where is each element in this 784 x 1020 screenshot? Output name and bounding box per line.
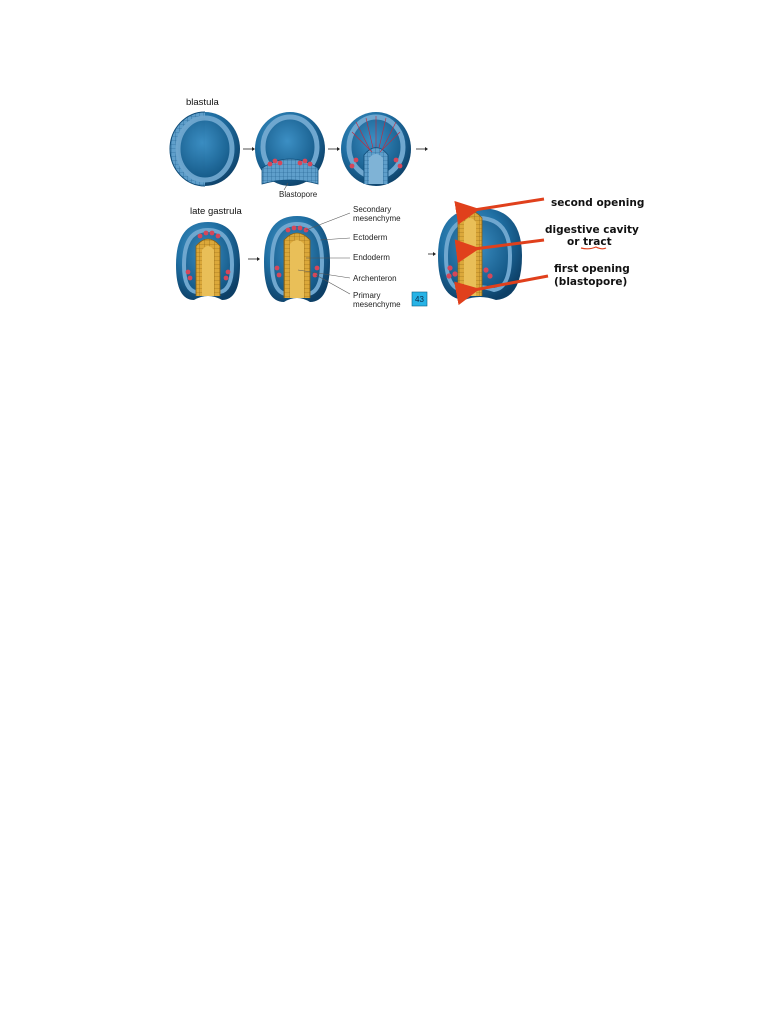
stage-label-blastula: blastula [186, 97, 219, 108]
embryo-annotated [438, 208, 522, 300]
embryo-mid-gastrula [341, 112, 411, 186]
arrow-5 [428, 252, 436, 256]
label-secondary-mesenchyme-2: mesenchyme [353, 214, 401, 223]
arrow-2 [328, 147, 340, 151]
page-number-badge [412, 292, 427, 306]
annotation-or-tract [567, 236, 612, 248]
label-primary-mesenchyme-2: mesenchyme [353, 300, 401, 309]
annotation-first-opening: first opening [554, 263, 630, 275]
label-ectoderm: Ectoderm [353, 233, 388, 242]
stage-label-late-gastrula: late gastrula [190, 206, 242, 217]
label-endoderm: Endoderm [353, 253, 390, 262]
label-secondary-mesenchyme-1: Secondary [353, 205, 392, 214]
arrow-3 [416, 147, 428, 151]
annotation-or: or [567, 236, 584, 248]
annotation-blastopore: (blastopore) [554, 276, 628, 288]
embryo-labelled-gastrula [264, 216, 330, 302]
embryo-late-gastrula [176, 222, 240, 300]
label-primary-mesenchyme-1: Primary [353, 291, 381, 300]
embryo-early-gastrula [255, 112, 325, 186]
embryo-blastula [170, 112, 240, 186]
annotation-second-opening: second opening [551, 197, 645, 209]
label-blastopore: Blastopore [279, 190, 318, 199]
page-number: 43 [415, 295, 424, 304]
annotation-tract: tract [583, 236, 612, 248]
label-archenteron: Archenteron [353, 274, 397, 283]
annotation-digestive-cavity: digestive cavity [545, 224, 639, 236]
arrow-1 [243, 147, 255, 151]
arrow-4 [248, 257, 260, 261]
